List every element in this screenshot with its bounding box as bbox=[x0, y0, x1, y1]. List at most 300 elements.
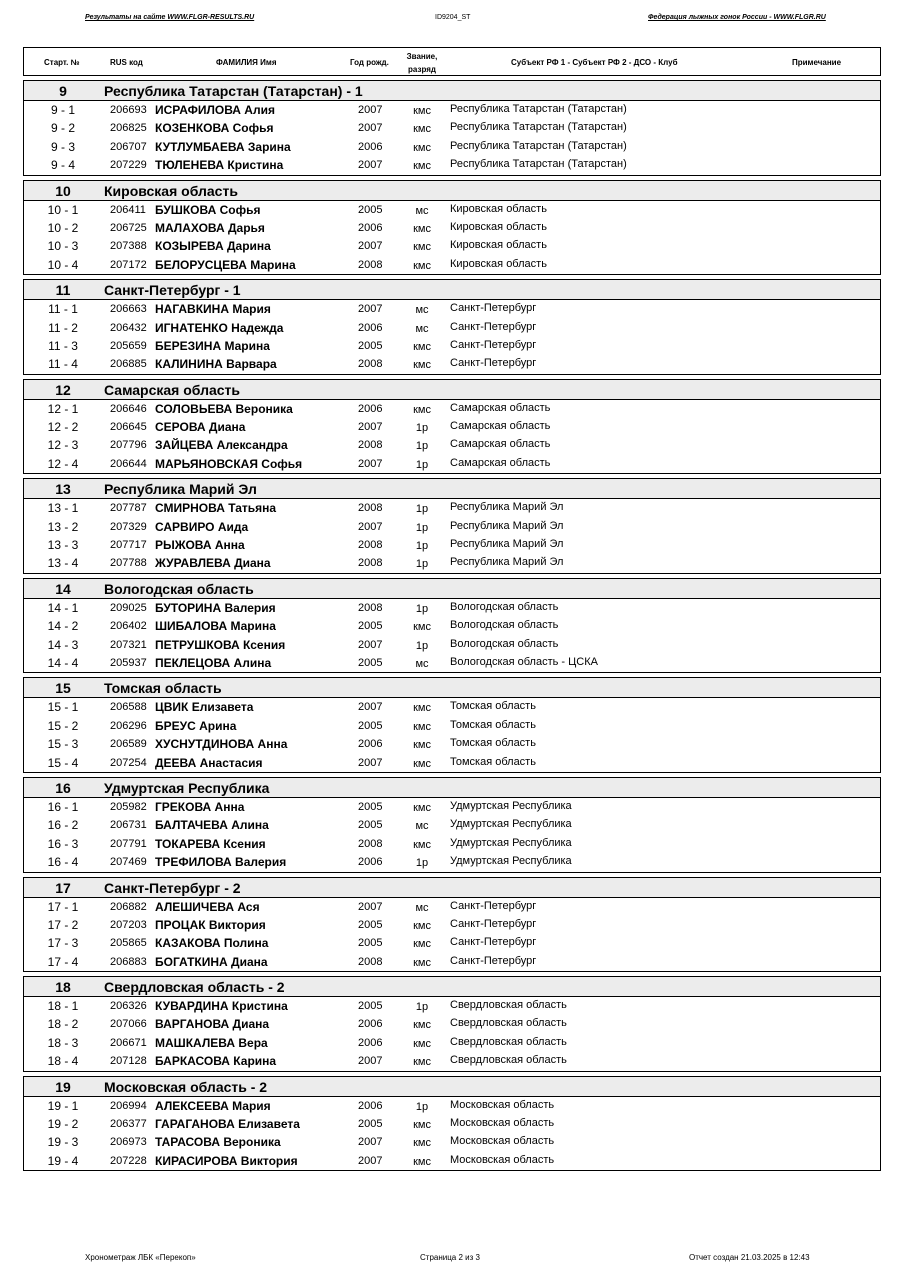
rus-code: 209025 bbox=[110, 601, 147, 614]
start-number: 19 - 1 bbox=[47, 1098, 79, 1113]
birth-year: 2007 bbox=[358, 1154, 383, 1167]
start-number: 15 - 1 bbox=[47, 700, 79, 715]
rank: кмс bbox=[413, 123, 431, 136]
team-header bbox=[24, 380, 880, 400]
athlete-name: СМИРНОВА Татьяна bbox=[155, 501, 277, 516]
birth-year: 2007 bbox=[358, 1136, 383, 1149]
table-row bbox=[24, 101, 880, 119]
start-number: 19 - 3 bbox=[47, 1135, 79, 1150]
team-group bbox=[23, 976, 881, 1072]
table-row bbox=[24, 1052, 880, 1070]
rus-code: 207717 bbox=[110, 539, 147, 552]
table-row bbox=[24, 1133, 880, 1151]
subject: Санкт-Петербург bbox=[450, 917, 537, 930]
table-row bbox=[24, 898, 880, 916]
team-title: Томская область bbox=[104, 680, 222, 697]
rank: кмс bbox=[413, 919, 431, 932]
athlete-name: ЖУРАВЛЕВА Диана bbox=[155, 556, 271, 571]
team-group bbox=[23, 578, 881, 674]
subject: Московская область bbox=[450, 1098, 555, 1111]
rank: 1р bbox=[415, 1001, 429, 1014]
subject: Самарская область bbox=[450, 438, 551, 451]
athlete-name: КАЗАКОВА Полина bbox=[155, 936, 269, 951]
table-row bbox=[24, 554, 880, 572]
table-row bbox=[24, 1097, 880, 1115]
table-row bbox=[24, 835, 880, 853]
rank: кмс bbox=[413, 141, 431, 154]
athlete-name: КУТЛУМБАЕВА Зарина bbox=[155, 139, 291, 154]
team-group bbox=[23, 180, 881, 276]
subject: Свердловская область bbox=[450, 1017, 567, 1030]
rus-code: 206589 bbox=[110, 738, 147, 751]
rus-code: 206731 bbox=[110, 819, 147, 832]
start-number: 18 - 1 bbox=[47, 999, 79, 1014]
start-number: 19 - 4 bbox=[47, 1153, 79, 1168]
rus-code: 206825 bbox=[110, 122, 147, 135]
subject: Республика Марий Эл bbox=[450, 538, 564, 551]
subject: Санкт-Петербург bbox=[450, 899, 537, 912]
subject: Свердловская область bbox=[450, 999, 567, 1012]
subject: Московская область bbox=[450, 1117, 555, 1130]
start-number: 17 - 1 bbox=[47, 899, 79, 914]
team-title: Самарская область bbox=[104, 381, 240, 398]
start-number: 12 - 2 bbox=[47, 420, 79, 435]
subject: Республика Татарстан (Татарстан) bbox=[450, 139, 627, 152]
subject: Вологодская область - ЦСКА bbox=[450, 655, 598, 668]
table-row bbox=[24, 536, 880, 554]
rus-code: 205982 bbox=[110, 800, 147, 813]
start-number: 13 - 4 bbox=[47, 556, 79, 571]
subject: Кировская область bbox=[450, 220, 547, 233]
start-number: 17 - 3 bbox=[47, 936, 79, 951]
rank: 1р bbox=[415, 458, 429, 471]
rus-code: 206883 bbox=[110, 955, 147, 968]
start-number: 18 - 2 bbox=[47, 1017, 79, 1032]
athlete-name: ТОКАРЕВА Ксения bbox=[155, 836, 266, 851]
team-number: 19 bbox=[55, 1078, 71, 1095]
results-site-link[interactable]: Результаты на сайте WWW.FLGR-RESULTS.RU bbox=[85, 14, 255, 21]
subject: Самарская область bbox=[450, 401, 551, 414]
birth-year: 2007 bbox=[358, 900, 383, 913]
team-header bbox=[24, 678, 880, 698]
table-row bbox=[24, 499, 880, 517]
rus-code: 206644 bbox=[110, 457, 147, 470]
table-row bbox=[24, 1034, 880, 1052]
birth-year: 2007 bbox=[358, 104, 383, 116]
start-number: 9 - 4 bbox=[50, 158, 75, 173]
rus-code: 206588 bbox=[110, 701, 147, 714]
subject: Самарская область bbox=[450, 420, 551, 433]
athlete-name: БОГАТКИНА Диана bbox=[155, 954, 268, 969]
table-row bbox=[24, 617, 880, 635]
birth-year: 2005 bbox=[358, 620, 383, 633]
table-row bbox=[24, 934, 880, 952]
rus-code: 206663 bbox=[110, 303, 147, 316]
footer-created: Отчет создан 21.03.2025 в 12:43 bbox=[689, 1253, 810, 1262]
team-group bbox=[23, 279, 881, 375]
table-row bbox=[24, 237, 880, 255]
birth-year: 2008 bbox=[358, 955, 383, 968]
table-row bbox=[24, 119, 880, 137]
athlete-name: ПЕКЛЕЦОВА Алина bbox=[155, 655, 272, 670]
start-number: 12 - 1 bbox=[47, 401, 79, 416]
subject: Республика Марий Эл bbox=[450, 501, 564, 514]
athlete-name: ГРЕКОВА Анна bbox=[155, 799, 245, 814]
team-title: Санкт-Петербург - 1 bbox=[104, 282, 241, 299]
rus-code: 206296 bbox=[110, 719, 147, 732]
start-number: 15 - 4 bbox=[47, 755, 79, 770]
birth-year: 2005 bbox=[358, 819, 383, 832]
birth-year: 2005 bbox=[358, 203, 383, 216]
federation-site-link[interactable]: Федерация лыжных гонок России - WWW.FLGR.RU bbox=[648, 14, 826, 21]
start-number: 18 - 4 bbox=[47, 1054, 79, 1069]
team-group bbox=[23, 478, 881, 574]
col-birth-year: Год рожд. bbox=[350, 58, 389, 67]
rus-code: 207066 bbox=[110, 1018, 147, 1031]
footer-timing: Хронометраж ЛБК «Перекоп» bbox=[85, 1253, 196, 1262]
rank: кмс bbox=[413, 1037, 431, 1050]
birth-year: 2006 bbox=[358, 1099, 383, 1112]
athlete-name: КОЗЕНКОВА Софья bbox=[155, 121, 274, 136]
team-title: Республика Марий Эл bbox=[104, 481, 257, 498]
rank: кмс bbox=[413, 222, 431, 235]
athlete-name: БУТОРИНА Валерия bbox=[155, 600, 276, 615]
col-start: Старт. № bbox=[44, 58, 80, 67]
athlete-name: ИГНАТЕНКО Надежда bbox=[155, 320, 284, 335]
athlete-name: МАЛАХОВА Дарья bbox=[155, 220, 265, 235]
rank: кмс bbox=[413, 838, 431, 851]
col-subject: Субъект РФ 1 - Субъект РФ 2 - ДСО - Клуб bbox=[511, 58, 678, 67]
table-row bbox=[24, 916, 880, 934]
athlete-name: СЕРОВА Диана bbox=[155, 420, 246, 435]
subject: Санкт-Петербург bbox=[450, 302, 537, 315]
rus-code: 206402 bbox=[110, 620, 147, 633]
rus-code: 206973 bbox=[110, 1136, 147, 1149]
rus-code: 206671 bbox=[110, 1036, 147, 1049]
athlete-name: ГАРАГАНОВА Елизавета bbox=[155, 1117, 300, 1132]
subject: Кировская область bbox=[450, 257, 547, 270]
start-number: 17 - 4 bbox=[47, 954, 79, 969]
rank: 1р bbox=[415, 422, 429, 435]
athlete-name: БЕЛОРУСЦЕВА Марина bbox=[155, 257, 296, 272]
rank: мс bbox=[415, 322, 429, 335]
rus-code: 206707 bbox=[110, 140, 147, 153]
rank: кмс bbox=[413, 259, 431, 272]
col-rank-line2: разряд bbox=[408, 65, 436, 74]
subject: Удмуртская Республика bbox=[450, 799, 572, 812]
team-header bbox=[24, 479, 880, 499]
col-note: Примечание bbox=[792, 58, 842, 67]
team-header bbox=[24, 181, 880, 201]
subject: Томская область bbox=[450, 737, 536, 750]
start-number: 18 - 3 bbox=[47, 1035, 79, 1050]
start-number: 11 - 2 bbox=[48, 320, 78, 335]
subject: Томская область bbox=[450, 718, 536, 731]
team-header bbox=[24, 81, 880, 101]
table-row bbox=[24, 636, 880, 654]
team-header bbox=[24, 878, 880, 898]
rank: кмс bbox=[413, 757, 431, 770]
start-number: 11 - 1 bbox=[48, 302, 78, 317]
table-row bbox=[24, 436, 880, 454]
start-number: 13 - 3 bbox=[47, 538, 79, 553]
rus-code: 206377 bbox=[110, 1118, 147, 1131]
rank: 1р bbox=[415, 503, 429, 516]
rank: мс bbox=[415, 204, 429, 217]
athlete-name: ТАРАСОВА Вероника bbox=[155, 1135, 281, 1150]
table-row bbox=[24, 698, 880, 716]
birth-year: 2008 bbox=[358, 601, 383, 614]
team-group bbox=[23, 677, 881, 773]
subject: Санкт-Петербург bbox=[450, 357, 537, 370]
rus-code: 207388 bbox=[110, 240, 147, 253]
birth-year: 2005 bbox=[358, 937, 383, 950]
birth-year: 2006 bbox=[358, 402, 383, 415]
rus-code: 206432 bbox=[110, 321, 147, 334]
athlete-name: ПРОЦАК Виктория bbox=[155, 917, 266, 932]
subject: Кировская область bbox=[450, 239, 547, 252]
rank: кмс bbox=[413, 105, 431, 117]
rank: кмс bbox=[413, 801, 431, 814]
birth-year: 2007 bbox=[358, 1055, 383, 1068]
athlete-name: РЫЖОВА Анна bbox=[155, 538, 245, 553]
rus-code: 207172 bbox=[110, 258, 147, 271]
subject: Вологодская область bbox=[450, 600, 559, 613]
rus-code: 206882 bbox=[110, 900, 147, 913]
table-row bbox=[24, 654, 880, 672]
table-row bbox=[24, 455, 880, 473]
team-title: Свердловская область - 2 bbox=[104, 979, 285, 996]
subject: Санкт-Петербург bbox=[450, 338, 537, 351]
subject: Республика Марий Эл bbox=[450, 556, 564, 569]
birth-year: 2005 bbox=[358, 1118, 383, 1131]
team-title: Кировская область bbox=[104, 182, 238, 199]
start-number: 16 - 4 bbox=[47, 855, 79, 870]
subject: Свердловская область bbox=[450, 1054, 567, 1067]
rank: 1р bbox=[415, 1100, 429, 1113]
rank: 1р bbox=[415, 857, 429, 870]
rus-code: 206885 bbox=[110, 358, 147, 371]
table-row bbox=[24, 319, 880, 337]
team-title: Вологодская область bbox=[104, 580, 254, 597]
start-number: 12 - 4 bbox=[47, 456, 79, 471]
team-group bbox=[23, 1076, 881, 1172]
athlete-name: ЦВИК Елизавета bbox=[155, 700, 254, 715]
subject: Удмуртская Республика bbox=[450, 855, 572, 868]
rank: кмс bbox=[413, 340, 431, 353]
start-number: 14 - 3 bbox=[47, 637, 79, 652]
start-number: 14 - 2 bbox=[47, 619, 79, 634]
start-number: 11 - 4 bbox=[48, 357, 78, 372]
birth-year: 2008 bbox=[358, 439, 383, 452]
team-number: 13 bbox=[55, 481, 71, 498]
table-row bbox=[24, 816, 880, 834]
athlete-name: БАРКАСОВА Карина bbox=[155, 1054, 277, 1069]
start-number: 13 - 2 bbox=[47, 519, 79, 534]
rus-code: 207469 bbox=[110, 856, 147, 869]
rus-code: 206645 bbox=[110, 421, 147, 434]
subject: Самарская область bbox=[450, 456, 551, 469]
document-id: ID9204_ST bbox=[435, 14, 471, 21]
subject: Вологодская область bbox=[450, 619, 559, 632]
rank: 1р bbox=[415, 521, 429, 534]
team-header bbox=[24, 977, 880, 997]
col-name: ФАМИЛИЯ Имя bbox=[216, 58, 277, 67]
rus-code: 206326 bbox=[110, 1000, 147, 1013]
rank: кмс bbox=[413, 621, 431, 634]
athlete-name: КОЗЫРЕВА Дарина bbox=[155, 239, 271, 254]
athlete-name: ИСРАФИЛОВА Алия bbox=[155, 103, 275, 117]
rank: 1р bbox=[415, 540, 429, 553]
start-number: 17 - 2 bbox=[47, 917, 79, 932]
birth-year: 2007 bbox=[358, 122, 383, 135]
table-row bbox=[24, 156, 880, 174]
rank: 1р bbox=[415, 639, 429, 652]
rank: кмс bbox=[413, 160, 431, 173]
birth-year: 2006 bbox=[358, 221, 383, 234]
rank: кмс bbox=[413, 1155, 431, 1168]
rank: мс bbox=[415, 657, 429, 670]
birth-year: 2005 bbox=[358, 800, 383, 813]
rus-code: 207254 bbox=[110, 756, 147, 769]
table-row bbox=[24, 400, 880, 418]
birth-year: 2006 bbox=[358, 321, 383, 334]
team-header bbox=[24, 1077, 880, 1097]
subject: Кировская область bbox=[450, 202, 547, 215]
rank: 1р bbox=[415, 602, 429, 615]
subject: Томская область bbox=[450, 700, 536, 713]
start-number: 10 - 1 bbox=[47, 202, 79, 217]
rus-code: 207321 bbox=[110, 638, 147, 651]
subject: Республика Татарстан (Татарстан) bbox=[450, 103, 627, 115]
start-number: 12 - 3 bbox=[47, 438, 79, 453]
birth-year: 2005 bbox=[358, 918, 383, 931]
athlete-name: БЕРЕЗИНА Марина bbox=[155, 338, 270, 353]
start-number: 14 - 1 bbox=[47, 600, 79, 615]
team-number: 9 bbox=[59, 83, 67, 99]
birth-year: 2007 bbox=[358, 421, 383, 434]
table-row bbox=[24, 418, 880, 436]
athlete-name: МАШКАЛЕВА Вера bbox=[155, 1035, 268, 1050]
rank: кмс bbox=[413, 956, 431, 969]
birth-year: 2005 bbox=[358, 339, 383, 352]
rank: кмс bbox=[413, 1056, 431, 1069]
team-header bbox=[24, 579, 880, 599]
table-row bbox=[24, 953, 880, 971]
table-header bbox=[23, 47, 881, 76]
team-title: Санкт-Петербург - 2 bbox=[104, 879, 241, 896]
team-group bbox=[23, 379, 881, 475]
team-title: Московская область - 2 bbox=[104, 1078, 268, 1095]
table-row bbox=[24, 300, 880, 318]
rank: мс bbox=[415, 901, 429, 914]
table-row bbox=[24, 717, 880, 735]
table-row bbox=[24, 1115, 880, 1133]
subject: Санкт-Петербург bbox=[450, 954, 537, 967]
athlete-name: ХУСНУТДИНОВА Анна bbox=[155, 737, 288, 752]
rus-code: 206725 bbox=[110, 221, 147, 234]
table-row bbox=[24, 138, 880, 156]
birth-year: 2006 bbox=[358, 1018, 383, 1031]
team-number: 18 bbox=[55, 979, 71, 996]
table-row bbox=[24, 337, 880, 355]
birth-year: 2007 bbox=[358, 159, 383, 172]
rank: кмс bbox=[413, 359, 431, 372]
start-number: 9 - 2 bbox=[50, 121, 75, 136]
team-header bbox=[24, 280, 880, 300]
start-number: 11 - 3 bbox=[48, 338, 78, 353]
birth-year: 2007 bbox=[358, 303, 383, 316]
team-number: 15 bbox=[55, 680, 71, 697]
birth-year: 2005 bbox=[358, 1000, 383, 1013]
subject: Вологодская область bbox=[450, 637, 559, 650]
birth-year: 2006 bbox=[358, 856, 383, 869]
birth-year: 2008 bbox=[358, 502, 383, 515]
table-row bbox=[24, 853, 880, 871]
subject: Республика Татарстан (Татарстан) bbox=[450, 158, 627, 171]
team-group bbox=[23, 877, 881, 973]
team-header bbox=[24, 778, 880, 798]
table-row bbox=[24, 798, 880, 816]
rus-code: 206693 bbox=[110, 104, 147, 116]
athlete-name: НАГАВКИНА Мария bbox=[155, 302, 271, 317]
athlete-name: КИРАСИРОВА Виктория bbox=[155, 1153, 298, 1168]
birth-year: 2008 bbox=[358, 358, 383, 371]
rus-code: 207229 bbox=[110, 159, 147, 172]
subject: Удмуртская Республика bbox=[450, 818, 572, 831]
rank: кмс bbox=[413, 241, 431, 254]
rank: мс bbox=[415, 304, 429, 317]
rus-code: 206646 bbox=[110, 402, 147, 415]
rank: кмс bbox=[413, 739, 431, 752]
team-number: 17 bbox=[55, 879, 71, 896]
rank: кмс bbox=[413, 938, 431, 951]
start-number: 14 - 4 bbox=[47, 655, 79, 670]
rank: кмс bbox=[413, 1019, 431, 1032]
birth-year: 2007 bbox=[358, 701, 383, 714]
birth-year: 2007 bbox=[358, 457, 383, 470]
athlete-name: АЛЕКСЕЕВА Мария bbox=[155, 1098, 271, 1113]
birth-year: 2008 bbox=[358, 258, 383, 271]
rus-code: 207329 bbox=[110, 520, 147, 533]
col-rank-line1: Звание, bbox=[406, 52, 438, 61]
athlete-name: САРВИРО Аида bbox=[155, 519, 249, 534]
team-group bbox=[23, 777, 881, 873]
athlete-name: СОЛОВЬЕВА Вероника bbox=[155, 401, 293, 416]
rank: кмс bbox=[413, 403, 431, 416]
subject: Московская область bbox=[450, 1153, 555, 1166]
start-number: 10 - 2 bbox=[47, 220, 79, 235]
table-row bbox=[24, 355, 880, 373]
table-row bbox=[24, 201, 880, 219]
rus-code: 207791 bbox=[110, 837, 147, 850]
table-row bbox=[24, 599, 880, 617]
start-number: 19 - 2 bbox=[47, 1117, 79, 1132]
team-number: 10 bbox=[55, 182, 71, 199]
subject: Санкт-Петербург bbox=[450, 936, 537, 949]
birth-year: 2008 bbox=[358, 837, 383, 850]
start-number: 15 - 2 bbox=[47, 718, 79, 733]
rus-code: 205659 bbox=[110, 339, 147, 352]
table-row bbox=[24, 518, 880, 536]
rus-code: 207787 bbox=[110, 502, 147, 515]
rus-code: 205865 bbox=[110, 937, 147, 950]
start-number: 10 - 4 bbox=[47, 257, 79, 272]
table-row bbox=[24, 1015, 880, 1033]
rank: кмс bbox=[413, 1137, 431, 1150]
rank: мс bbox=[415, 820, 429, 833]
athlete-name: БРЕУС Арина bbox=[155, 718, 237, 733]
